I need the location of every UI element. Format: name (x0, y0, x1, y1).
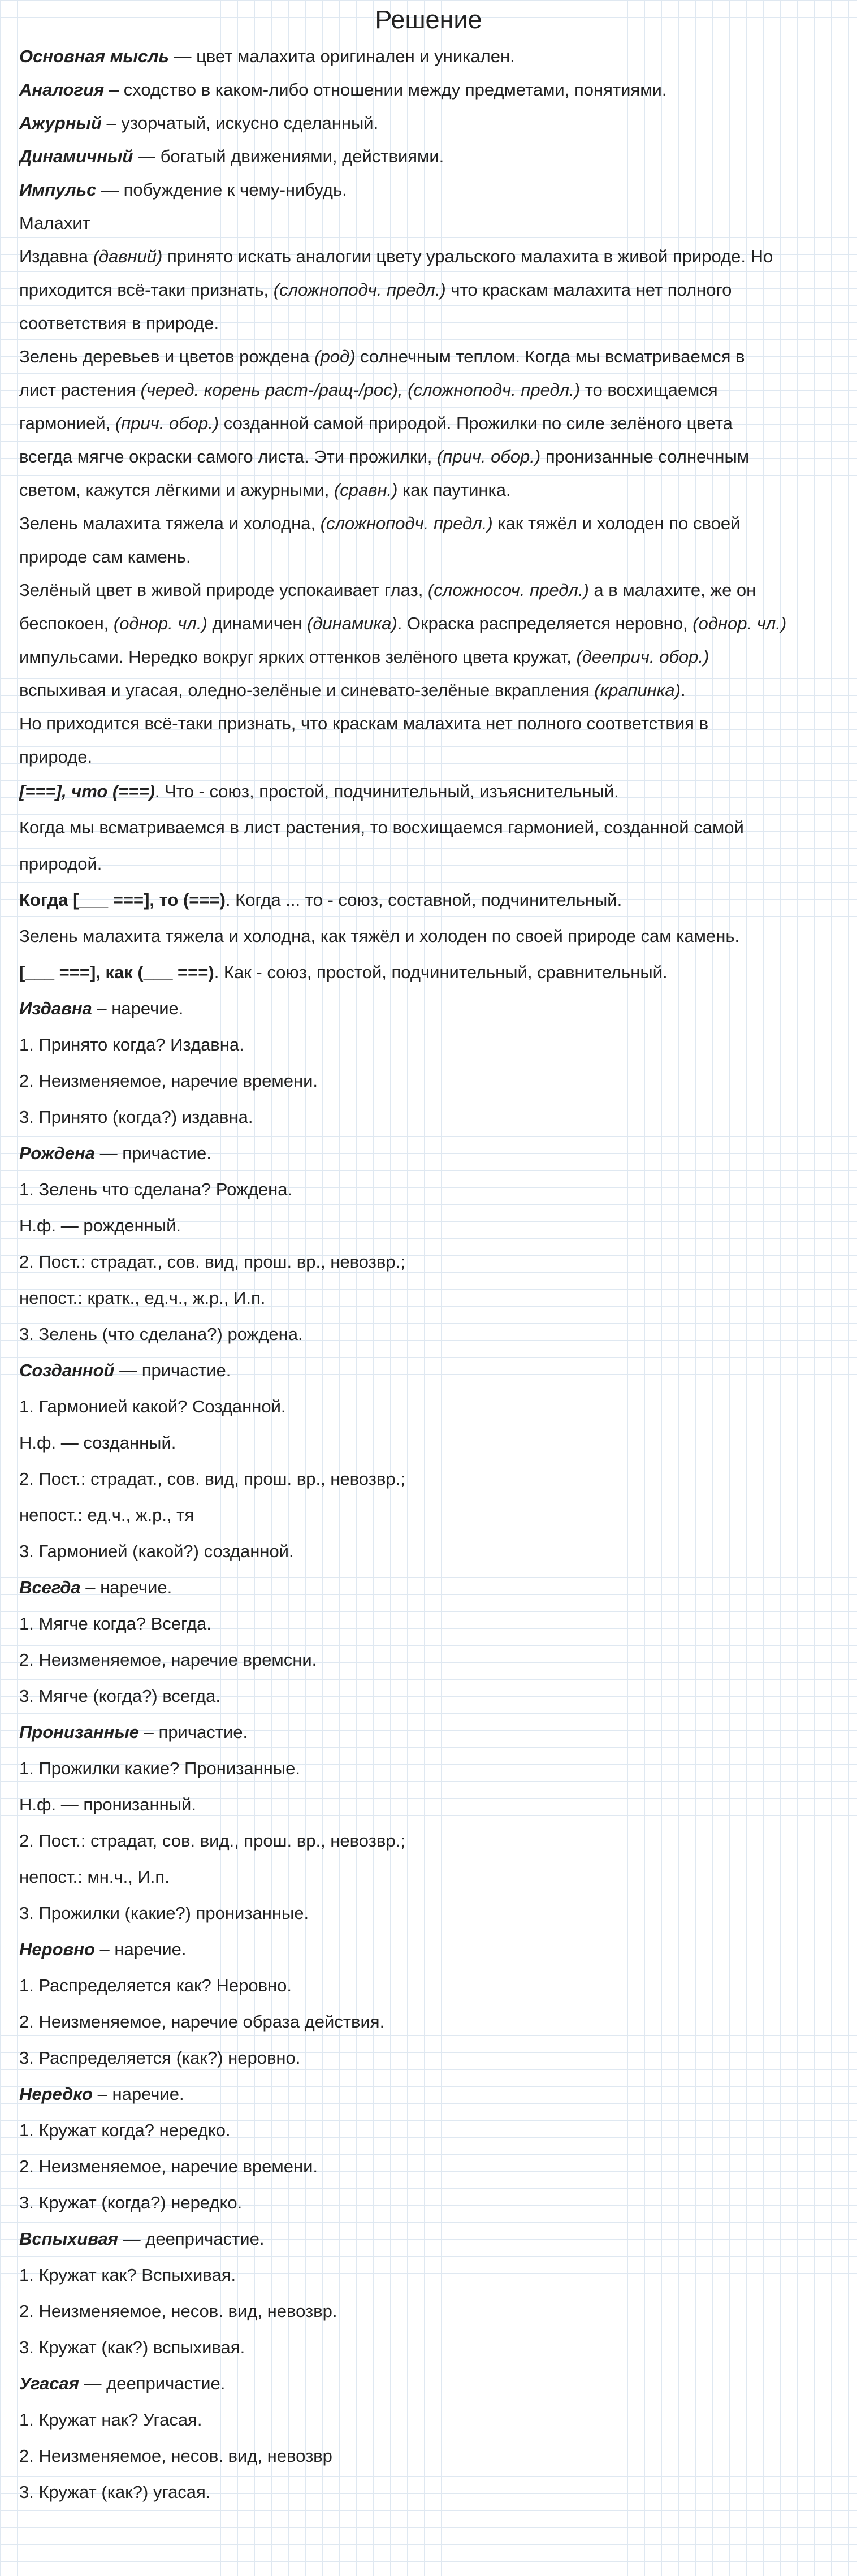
grammar-note: (сложноподч. предл.) (320, 513, 493, 533)
definition-separator: — (96, 180, 124, 200)
grammar-note: (сложносоч. предл.) (427, 580, 589, 600)
analysis-separator: — (95, 1143, 123, 1163)
text-fragment: как тяжёл и холоден по своей (492, 513, 741, 533)
analysis-part-of-speech: наречие. (112, 2084, 184, 2104)
example-sentence: Когда мы всматриваемся в лист растения, то восхищаемся гармонией, созданной самой (19, 818, 744, 837)
analysis-word: Вспыхивая (19, 2229, 119, 2249)
analysis-separator: – (92, 999, 112, 1018)
definition-term: Импульс (19, 180, 97, 200)
text-line (19, 407, 838, 440)
scheme-description: . Как - союз, простой, подчинительный, сравнительный. (214, 962, 668, 982)
analysis-line: 3. Кружат (как?) угасая. (19, 2482, 211, 2502)
analysis-word: Издавна (19, 999, 92, 1018)
text-line (19, 273, 838, 306)
text-fragment: приходится всё-таки признать, (19, 280, 274, 300)
analysis-line: 3. Гармонией (какой?) созданной. (19, 1541, 294, 1561)
analysis-heading (19, 1570, 838, 1606)
definition-item (19, 106, 838, 140)
text-paragraph-3 (19, 507, 838, 573)
analysis-separator: — (114, 1360, 142, 1380)
analysis-part-of-speech: причастие. (141, 1360, 231, 1380)
analysis-heading (19, 1931, 838, 1968)
analysis-part-of-speech: деепричастие. (145, 2229, 265, 2249)
text-fragment: а в малахите, же он (588, 580, 756, 600)
text-line (19, 373, 838, 407)
grammar-note: (дееприч. обор.) (576, 647, 709, 667)
analysis-part-of-speech: деепричастие. (106, 2374, 226, 2393)
analysis-line: 1. Кружат когда? нередко. (19, 2120, 231, 2140)
analysis-part-of-speech: наречие. (114, 1939, 187, 1959)
solution-content (0, 40, 857, 2510)
analysis-heading (19, 1135, 838, 1172)
text-fragment: пронизанные солнечным (540, 447, 750, 466)
text-fragment: то восхищаемся (580, 380, 718, 400)
analysis-line: 3. Принято (когда?) издавна. (19, 1107, 253, 1127)
text-fragment: Издавна (19, 247, 93, 266)
text-fragment: всегда мягче окраски самого листа. Эти прожилки, (19, 447, 437, 466)
analysis-line: 3. Зелень (что сделана?) рождена. (19, 1324, 303, 1344)
example-sentence: Зелень малахита тяжела и холодна, как тяжёл и холоден по своей природе сам камень. (19, 926, 740, 946)
definition-text: узорчатый, искусно сделанный. (121, 113, 379, 133)
analysis-heading (19, 2366, 838, 2402)
definition-item (19, 140, 838, 173)
scheme-formula: [___ ===], как (___ ===) (19, 962, 214, 982)
text-fragment: . Окраска распределяется неровно, (397, 613, 693, 633)
text-line: Но приходится всё-таки признать, что краскам малахита нет полного соответствия в (19, 714, 709, 733)
analysis-line: 2. Неизменяемое, наречие образа действия. (19, 2012, 385, 2032)
analysis-line: 3. Распределяется (как?) неровно. (19, 2048, 301, 2068)
analysis-line: 3. Кружат (как?) вспыхивая. (19, 2337, 245, 2357)
analysis-heading (19, 2076, 838, 2112)
analysis-line: 3. Мягче (когда?) всегда. (19, 1686, 221, 1706)
analysis-line: непост.: мн.ч., И.п. (19, 1867, 170, 1887)
definition-text: сходство в каком-либо отношении между предметами, понятиями. (123, 80, 667, 100)
analysis-line: непост.: кратк., ед.ч., ж.р., И.п. (19, 1288, 266, 1308)
text-paragraph-1 (19, 240, 838, 340)
analysis-word: Неровно (19, 1939, 95, 1959)
text-fragment: гармонией, (19, 413, 115, 433)
text-line: природе. (19, 747, 93, 767)
text-fragment: импульсами. Нередко вокруг ярких оттенков зелёного цвета кружат, (19, 647, 577, 667)
grammar-note: (род) (314, 347, 356, 366)
analysis-heading (19, 991, 838, 1027)
text-fragment: светом, кажутся лёгкими и ажурными, (19, 480, 334, 500)
analysis-part-of-speech: наречие. (100, 1577, 172, 1597)
analysis-line: 1. Зелень что сделана? Рождена. (19, 1179, 293, 1199)
definition-item (19, 73, 838, 106)
text-fragment: . (680, 680, 686, 700)
sentence-scheme-2 (19, 882, 838, 918)
analysis-heading (19, 1352, 838, 1389)
definition-text: богатый движениями, действиями. (160, 146, 444, 166)
grammar-note: (крапинка) (594, 680, 681, 700)
text-line (19, 640, 838, 673)
analysis-part-of-speech: наречие. (111, 999, 184, 1018)
text-fragment: динамичен (207, 613, 307, 633)
definition-item (19, 173, 838, 206)
definition-term: Аналогия (19, 80, 105, 100)
definition-text: цвет малахита оригинален и уникален. (196, 46, 515, 66)
analysis-separator: — (118, 2229, 146, 2249)
text-fragment: что краскам малахита нет полного (445, 280, 732, 300)
definition-term: Основная мысль (19, 46, 169, 66)
grammar-note: (прич. обор.) (436, 447, 541, 466)
analysis-line: 2. Неизменяемое, наречие времсни. (19, 1650, 317, 1670)
analysis-word: Нередко (19, 2084, 93, 2104)
definition-separator: – (101, 113, 122, 133)
analysis-line: 3. Кружат (когда?) нередко. (19, 2193, 243, 2212)
analysis-line: непост.: ед.ч., ж.р., тя (19, 1505, 194, 1525)
text-title: Малахит (19, 213, 90, 233)
grammar-note: (прич. обор.) (115, 413, 219, 433)
text-line: природе сам камень. (19, 547, 191, 567)
sentence-scheme-3 (19, 954, 838, 991)
grammar-note: (черед. корень раст-/ращ-/рос), (сложноподч. предл.) (140, 380, 581, 400)
text-line (19, 340, 838, 373)
analysis-word: Угасая (19, 2374, 79, 2393)
text-fragment: лист растения (19, 380, 141, 400)
analysis-line: 1. Мягче когда? Всегда. (19, 1614, 211, 1633)
analysis-word: Пронизанные (19, 1722, 140, 1742)
analysis-heading (19, 2221, 838, 2257)
analysis-heading (19, 1714, 838, 1751)
analysis-line: 1. Кружат нак? Угасая. (19, 2410, 202, 2430)
analysis-separator: – (94, 1939, 115, 1959)
analysis-line: 1. Принято когда? Издавна. (19, 1035, 244, 1054)
analysis-line: Н.ф. — пронизанный. (19, 1795, 196, 1814)
analysis-line: Н.ф. — созданный. (19, 1433, 176, 1453)
analysis-separator: — (79, 2374, 107, 2393)
text-fragment: солнечным теплом. Когда мы всматриваемся в (355, 347, 745, 366)
morphological-analysis (19, 991, 838, 2510)
text-fragment: принято искать аналогии цвету уральского малахита в живой природе. Но (162, 247, 773, 266)
text-line (19, 240, 838, 273)
definition-term: Динамичный (19, 146, 133, 166)
definition-text: побуждение к чему-нибудь. (123, 180, 347, 200)
text-line (19, 673, 838, 707)
analysis-line: 2. Неизменяемое, несов. вид, невозвр. (19, 2301, 337, 2321)
analysis-line: 1. Кружат как? Вспыхивая. (19, 2265, 236, 2285)
text-line (19, 507, 838, 540)
analysis-line: 2. Неизменяемое, несов. вид, невозвр (19, 2446, 332, 2466)
page-title: Решение (375, 5, 482, 34)
definitions-list (19, 40, 838, 206)
grammar-note: (однор. чл.) (113, 613, 207, 633)
definition-separator: — (133, 146, 161, 166)
definition-separator: – (104, 80, 124, 100)
analysis-word: Рождена (19, 1143, 95, 1163)
example-sentence-cont: природой. (19, 854, 102, 874)
text-fragment: беспокоен, (19, 613, 114, 633)
analysis-part-of-speech: причастие. (122, 1143, 211, 1163)
text-fragment: Зелень малахита тяжела и холодна, (19, 513, 321, 533)
scheme-description: . Что - союз, простой, подчинительный, изъяснительный. (154, 781, 619, 801)
grammar-note: (динамика) (307, 613, 397, 633)
text-line (19, 607, 838, 640)
sentence-scheme-1 (19, 773, 838, 810)
text-line (19, 573, 838, 607)
analysis-part-of-speech: причастие. (158, 1722, 248, 1742)
text-fragment: Зелёный цвет в живой природе успокаивает глаз, (19, 580, 428, 600)
text-paragraph-4 (19, 573, 838, 707)
analysis-separator: – (80, 1577, 101, 1597)
text-fragment: как паутинка. (397, 480, 511, 500)
definition-term: Ажурный (19, 113, 102, 133)
grammar-note: (сравн.) (334, 480, 398, 500)
scheme-description: . Когда ... то - союз, составной, подчинительный. (225, 890, 622, 910)
text-paragraph-2 (19, 340, 838, 507)
grammar-note: (давний) (93, 247, 163, 266)
text-fragment: вспыхивая и угасая, оледно-зелёные и синевато-зелёные вкрапления (19, 680, 595, 700)
analysis-line: Н.ф. — рожденный. (19, 1216, 181, 1235)
analysis-line: 2. Пост.: страдат., сов. вид, прош. вр., невозвр.; (19, 1252, 405, 1272)
text-line (19, 473, 838, 507)
text-paragraph-5 (19, 707, 838, 773)
grammar-note: (однор. чл.) (692, 613, 787, 633)
analysis-line: 3. Прожилки (какие?) пронизанные. (19, 1903, 309, 1923)
text-line (19, 440, 838, 473)
text-line: соответствия в природе. (19, 313, 219, 333)
text-fragment: Зелень деревьев и цветов рождена (19, 347, 315, 366)
analysis-line: 2. Неизменяемое, наречие времени. (19, 2156, 318, 2176)
analysis-line: 2. Пост.: страдат, сов. вид., прош. вр., невозвр.; (19, 1831, 405, 1851)
analysis-word: Всегда (19, 1577, 81, 1597)
analysis-line: 2. Пост.: страдат., сов. вид, прош. вр., невозвр.; (19, 1469, 405, 1489)
scheme-formula: Когда [___ ===], то (===) (19, 890, 226, 910)
analysis-line: 1. Прожилки какие? Пронизанные. (19, 1758, 300, 1778)
grammar-note: (сложноподч. предл.) (273, 280, 446, 300)
text-fragment: созданной самой природой. Прожилки по силе зелёного цвета (219, 413, 733, 433)
analysis-word: Созданной (19, 1360, 115, 1380)
analysis-line: 1. Гармонией какой? Созданной. (19, 1397, 286, 1416)
definition-item (19, 40, 838, 73)
analysis-separator: – (139, 1722, 159, 1742)
scheme-formula: [===], что (===) (19, 781, 155, 801)
analysis-line: 1. Распределяется как? Неровно. (19, 1976, 292, 1995)
analysis-separator: – (93, 2084, 112, 2104)
definition-separator: — (168, 46, 197, 66)
analysis-line: 2. Неизменяемое, наречие времени. (19, 1071, 318, 1091)
